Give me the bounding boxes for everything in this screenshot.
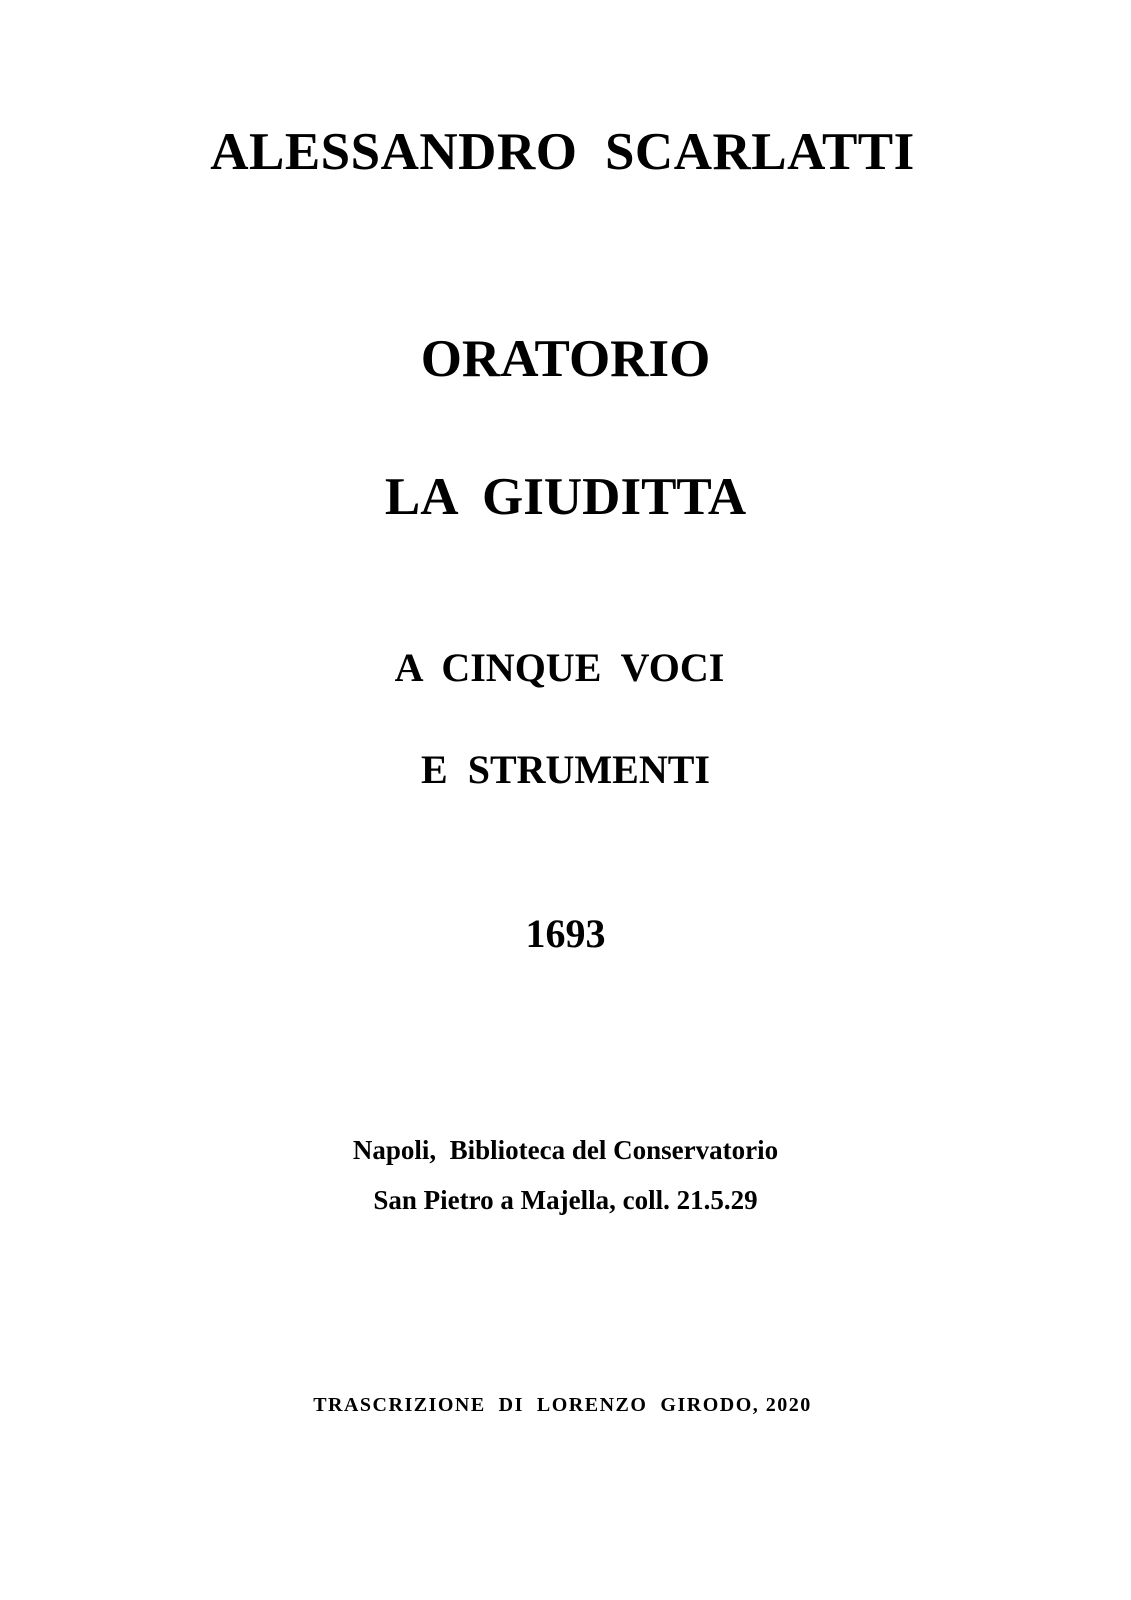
transcription-credit: TRASCRIZIONE DI LORENZO GIRODO, 2020	[313, 1394, 812, 1416]
scoring-line-1: A CINQUE VOCI	[394, 645, 725, 690]
work-title: LA GIUDITTA	[384, 468, 747, 526]
source-library-line-1: Napoli, Biblioteca del Conservatorio	[352, 1135, 779, 1165]
work-genre: ORATORIO	[420, 330, 711, 388]
scoring-line-2: E STRUMENTI	[421, 747, 710, 792]
composer-name: ALESSANDRO SCARLATTI	[210, 123, 915, 181]
composition-year: 1693	[525, 911, 606, 956]
source-library-line-2: San Pietro a Majella, coll. 21.5.29	[373, 1185, 758, 1215]
